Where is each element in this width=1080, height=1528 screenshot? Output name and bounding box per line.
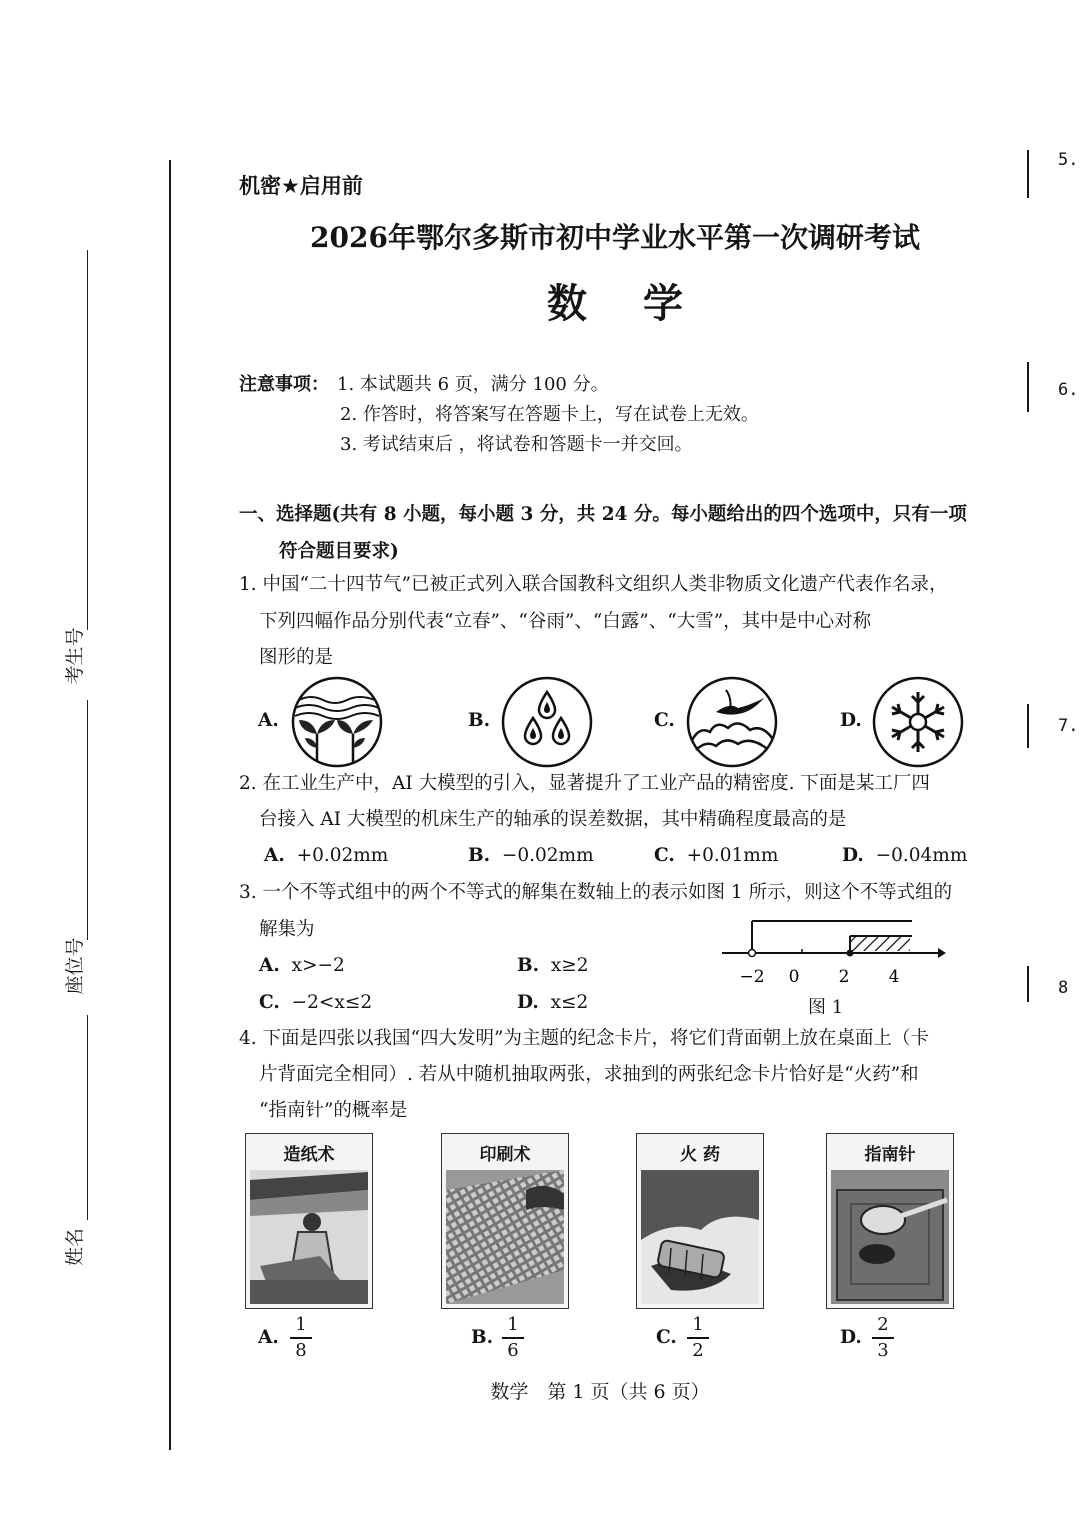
option-label: C. (259, 992, 280, 1013)
card-title: 印刷术 (479, 1145, 531, 1165)
tick-label: 0 (788, 967, 800, 987)
white-dew-bird-icon (686, 676, 778, 768)
option-label: A. (258, 1327, 279, 1348)
fraction-bar (290, 1337, 312, 1339)
option-label: C. (654, 845, 675, 866)
spring-sprout-icon (291, 676, 383, 768)
option-label: D. (840, 1327, 862, 1348)
card-compass (826, 1133, 954, 1309)
option-label: D. (840, 710, 862, 731)
question-4-text: “指南针”的概率是 (259, 1100, 408, 1121)
option-text: x≥2 (550, 955, 589, 976)
exam-id-write-line-lower (87, 700, 88, 940)
option-label: B. (471, 1327, 494, 1348)
exam-title: 2026年鄂尔多斯市初中学业水平第一次调研考试 (310, 221, 920, 254)
fraction-b (498, 1314, 528, 1362)
tick-label: 2 (838, 967, 850, 987)
notice-label: 注意事项： (239, 374, 329, 395)
question-3-text: 3. 一个不等式组中的两个不等式的解集在数轴上的表示如图 1 所示，则这个不等式组的 (239, 882, 953, 903)
edge-number: 8 (1058, 978, 1069, 998)
notice-item: 2. 作答时，将答案写在答题卡上，写在试卷上无效。 (340, 404, 759, 425)
fraction-bar (502, 1337, 524, 1339)
exam-id-write-line (87, 250, 88, 630)
page-footer: 数学 第 1 页（共 6 页） (490, 1381, 710, 1403)
numerator: 1 (692, 1314, 704, 1335)
right-edge-line-3 (1027, 704, 1029, 748)
option-c (654, 845, 778, 866)
option-label: D. (842, 845, 864, 866)
option-text: x≤2 (550, 992, 589, 1013)
number-line-figure (718, 915, 948, 990)
fraction-c (683, 1314, 713, 1362)
card-papermaking (245, 1133, 373, 1309)
notice-item: 1. 本试题共 6 页，满分 100 分。 (337, 374, 609, 395)
question-3-text: 解集为 (259, 919, 315, 940)
papermaking-illustration (250, 1170, 368, 1304)
rain-drops-icon (501, 676, 593, 768)
tick-label: −2 (739, 967, 765, 987)
denominator: 2 (692, 1339, 704, 1361)
denominator: 8 (295, 1339, 307, 1361)
notice-item: 3. 考试结束后 ，将试卷和答题卡一并交回。 (340, 434, 693, 455)
option-text: +0.02mm (296, 845, 389, 866)
gunpowder-illustration (641, 1170, 759, 1304)
fraction-d (868, 1314, 898, 1362)
tick-label: 4 (888, 967, 900, 987)
numerator: 1 (295, 1314, 307, 1335)
card-gunpowder (636, 1133, 764, 1309)
option-label: A. (259, 955, 280, 976)
option-label: B. (468, 710, 491, 731)
option-label: B. (517, 955, 540, 976)
fraction-bar (687, 1337, 709, 1339)
section-heading-cont: 符合题目要求) (279, 541, 399, 562)
denominator: 3 (877, 1339, 889, 1361)
name-label: 姓名 (64, 1228, 86, 1267)
open-point (749, 950, 756, 957)
right-edge-line-2 (1027, 362, 1029, 412)
closed-point (847, 950, 854, 957)
subject-title: 数学 (547, 280, 739, 327)
option-label: A. (264, 845, 285, 866)
question-1-text: 下列四幅作品分别代表“立春”、“谷雨”、“白露”、“大雪”，其中是中心对称 (259, 611, 872, 632)
option-label: C. (654, 710, 675, 731)
printing-illustration (446, 1170, 564, 1304)
secret-label: 机密★启用前 (239, 174, 363, 198)
compass-illustration (831, 1170, 949, 1304)
option-text: +0.01mm (686, 845, 779, 866)
question-4-text: 4. 下面是四张以我国“四大发明”为主题的纪念卡片，将它们背面朝上放在桌面上（卡 (239, 1028, 929, 1049)
numerator: 2 (877, 1314, 889, 1335)
question-1-text: 图形的是 (259, 647, 334, 668)
figure-caption: 图 1 (808, 997, 844, 1018)
option-label: D. (517, 992, 539, 1013)
option-label: C. (656, 1327, 677, 1348)
option-a (264, 845, 388, 866)
edge-number: 5. (1058, 150, 1079, 170)
section-heading: 一、选择题(共有 8 小题，每小题 3 分，共 24 分。每小题给出的四个选项中，只有一项 (239, 504, 967, 525)
numerator: 1 (507, 1314, 519, 1335)
card-title: 火 药 (680, 1145, 720, 1165)
card-printing (441, 1133, 569, 1309)
fraction-a (286, 1314, 316, 1362)
question-2-text: 2. 在工业生产中，AI 大模型的引入，显著提升了工业产品的精密度. 下面是某工厂四 (239, 773, 930, 794)
option-text: −0.02mm (501, 845, 594, 866)
question-1-text: 1. 中国“二十四节气”已被正式列入联合国教科文组织人类非物质文化遗产代表作名录， (239, 574, 948, 595)
axis-arrow (938, 948, 946, 958)
denominator: 6 (507, 1339, 519, 1361)
option-a (259, 955, 345, 976)
seat-label: 座位号 (64, 937, 86, 995)
fraction-bar (872, 1337, 894, 1339)
exam-id-label: 考生号 (64, 627, 86, 685)
seat-write-line (87, 1015, 88, 1220)
card-title: 指南针 (864, 1145, 916, 1165)
option-d (517, 992, 588, 1013)
right-edge-line-1 (1027, 150, 1029, 198)
right-edge-line-4 (1027, 966, 1029, 1002)
edge-number: 6. (1058, 380, 1079, 400)
option-text: −0.04mm (875, 845, 968, 866)
option-d (842, 845, 967, 866)
option-b (468, 845, 594, 866)
option-text: −2<x≤2 (291, 992, 373, 1013)
option-label: B. (468, 845, 491, 866)
option-label: A. (258, 710, 279, 731)
option-b (517, 955, 589, 976)
option-text: x>−2 (291, 955, 345, 976)
card-title: 造纸术 (283, 1145, 335, 1165)
binding-line (169, 160, 171, 1450)
edge-number: 7. (1058, 716, 1079, 736)
question-4-text: 片背面完全相同）. 若从中随机抽取两张，求抽到的两张纪念卡片恰好是“火药”和 (259, 1064, 919, 1085)
hatched-region (850, 936, 910, 951)
option-c (259, 992, 372, 1013)
snowflake-icon (872, 676, 964, 768)
question-2-text: 台接入 AI 大模型的机床生产的轴承的误差数据，其中精确程度最高的是 (259, 809, 847, 830)
